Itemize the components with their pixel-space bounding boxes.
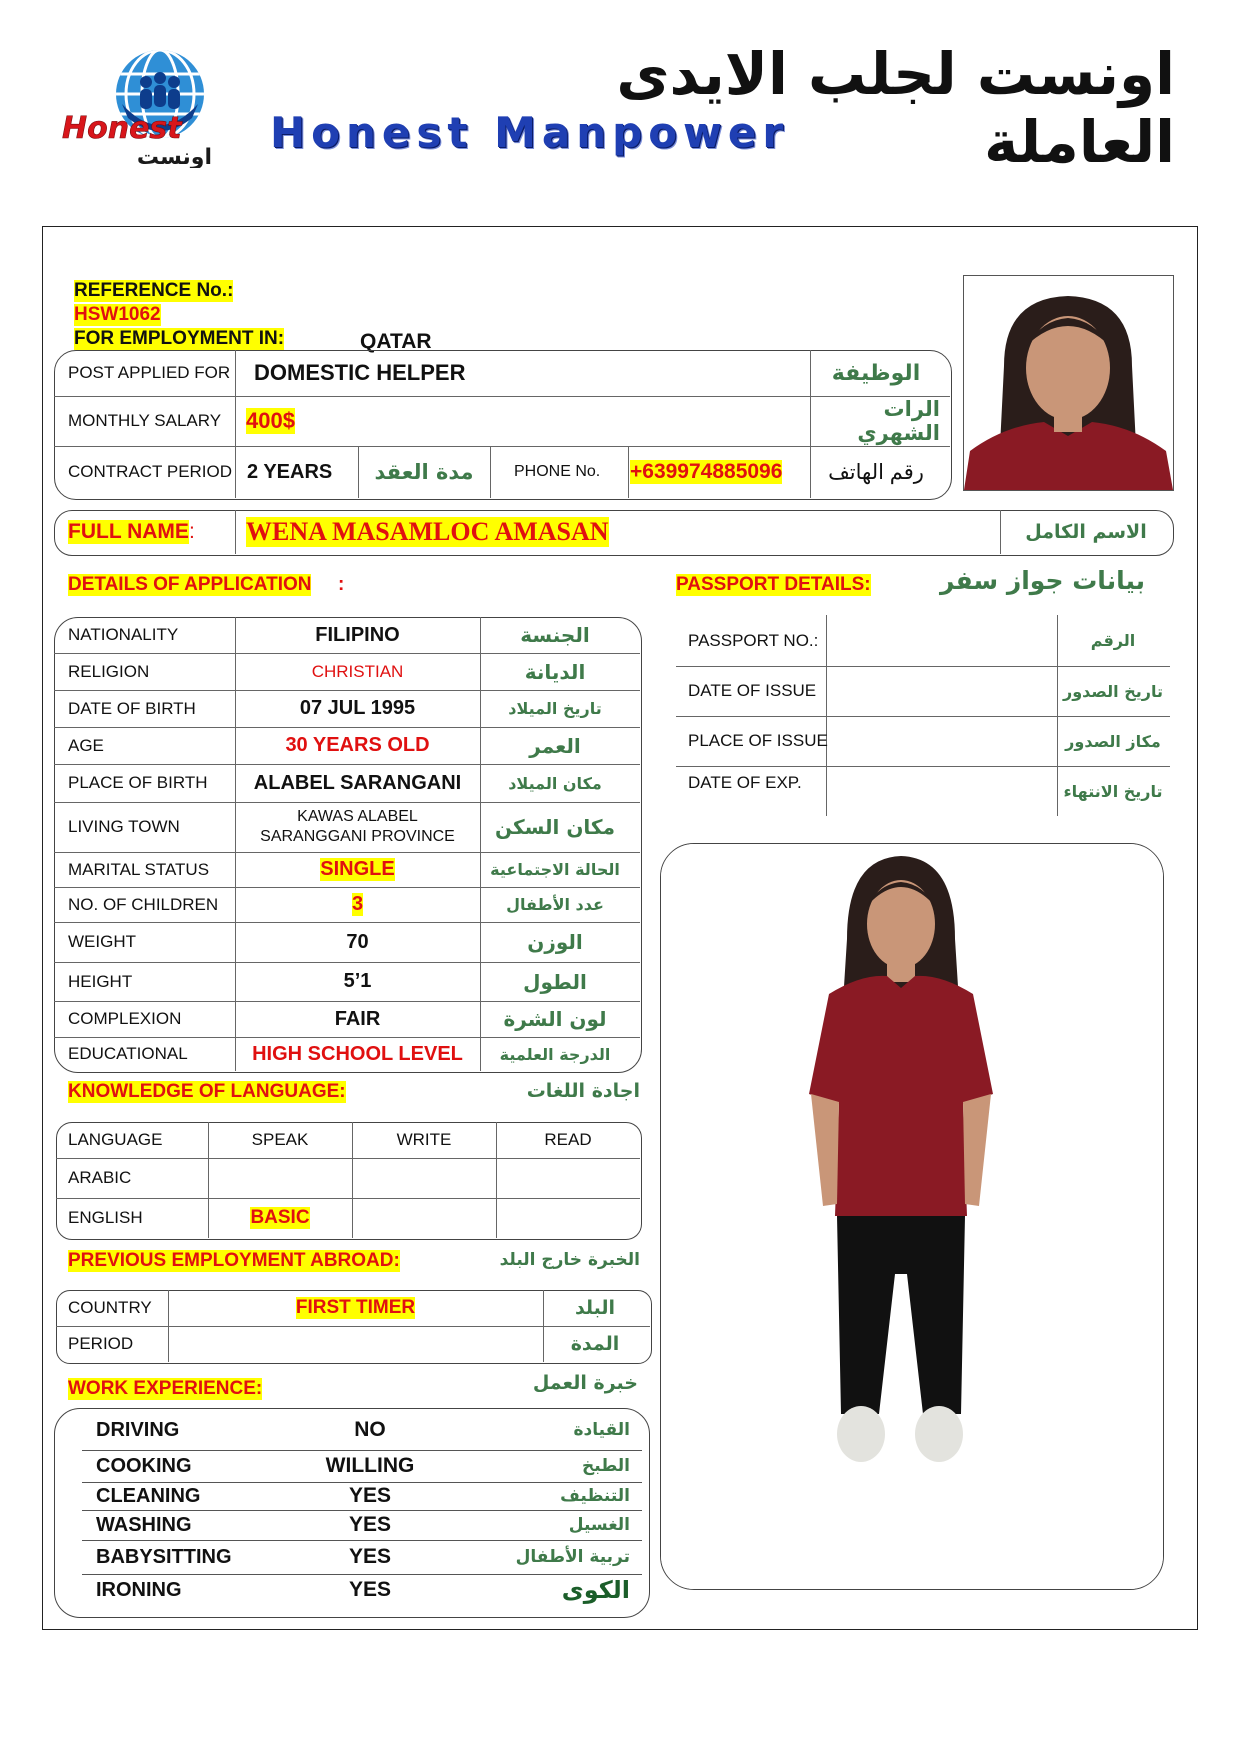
detail-arabic: الحالة الاجتماعية [490, 860, 620, 879]
passport-value [828, 716, 1056, 766]
language-speak-cell [208, 1198, 352, 1238]
detail-arabic: مكان السكن [495, 815, 615, 839]
full-name-label: FULL NAME [68, 520, 189, 543]
post-value: DOMESTIC HELPER [254, 360, 466, 385]
work-arabic: التنظيف [560, 1486, 630, 1506]
detail-label: COMPLEXION [68, 1009, 182, 1028]
work-value: WILLING [325, 1454, 415, 1477]
passport-value [828, 615, 1056, 666]
phone-label: PHONE No. [514, 463, 601, 480]
work-value: YES [348, 1545, 392, 1568]
detail-label: EDUCATIONAL [68, 1044, 188, 1063]
salary-arabic: الرات الشهري [857, 397, 940, 445]
post-arabic: الوظيفة [831, 360, 921, 386]
country-arabic: البلد [574, 1297, 616, 1319]
passport-heading-arabic: بيانات جواز سفر [940, 566, 1146, 595]
period-label: PERIOD [68, 1334, 134, 1353]
period-value [168, 1326, 543, 1362]
phone-value: +639974885096 [630, 460, 783, 483]
language-heading: KNOWLEDGE OF LANGUAGE: [68, 1081, 346, 1102]
employment-country: QATAR [360, 330, 432, 353]
detail-arabic: عدد الأطفال [506, 895, 604, 914]
salary-value: 400$ [246, 408, 295, 433]
work-heading: WORK EXPERIENCE: [68, 1378, 263, 1399]
detail-value-cell [235, 922, 480, 962]
language-header: READ [544, 1130, 592, 1149]
passport-label: DATE OF ISSUE [688, 681, 817, 700]
detail-arabic: الديانة [524, 659, 586, 684]
passport-arabic: مكاز الصدور [1065, 731, 1161, 751]
post-label: POST APPLIED FOR [68, 363, 231, 382]
detail-value: CHRISTIAN [311, 661, 404, 681]
detail-value: 5’1 [343, 970, 372, 992]
work-arabic: الطبخ [582, 1456, 630, 1476]
period-arabic: المدة [570, 1333, 620, 1355]
logo-text-en: Honest [62, 111, 182, 146]
detail-arabic: الدرجة العلمية [499, 1044, 611, 1064]
work-arabic: القيادة [573, 1420, 630, 1440]
work-skill: COOKING [96, 1454, 192, 1477]
company-title-english: Honest Manpower [270, 108, 790, 157]
passport-label: PLACE OF ISSUE [688, 731, 828, 750]
reference-label: REFERENCE No.: [74, 280, 234, 301]
application-heading-colon: : [338, 574, 345, 595]
passport-heading: PASSPORT DETAILS: [676, 574, 871, 595]
portrait-photo [963, 275, 1174, 491]
language-name: ENGLISH [68, 1208, 143, 1227]
country-label: COUNTRY [68, 1298, 152, 1317]
detail-label: WEIGHT [68, 932, 136, 951]
work-value: NO [354, 1418, 386, 1441]
work-skill: BABYSITTING [96, 1545, 232, 1568]
previous-heading: PREVIOUS EMPLOYMENT ABROAD: [68, 1250, 400, 1271]
detail-value-line2: SARANGGANI PROVINCE [260, 828, 455, 845]
contract-label: CONTRACT PERIOD [68, 462, 233, 481]
language-name: ARABIC [68, 1168, 132, 1187]
language-header: SPEAK [251, 1130, 309, 1149]
detail-value: SINGLE [320, 858, 395, 880]
detail-label: LIVING TOWN [68, 817, 180, 836]
full-name-value: WENA MASAMLOC AMASAN [246, 517, 609, 546]
passport-value [828, 766, 1056, 816]
detail-value: ALABEL SARANGANI [253, 771, 462, 794]
detail-value-cell [235, 727, 480, 764]
employment-label: FOR EMPLOYMENT IN: [74, 328, 285, 349]
detail-value: 07 JUL 1995 [299, 697, 416, 719]
detail-value: 30 YEARS OLD [285, 734, 430, 756]
detail-value-cell [235, 690, 480, 727]
full-name-arabic: الاسم الكامل [1025, 521, 1147, 543]
logo-text-ar: اونست [136, 145, 212, 168]
detail-arabic: الوزن [527, 930, 583, 954]
detail-value-cell [235, 1001, 480, 1037]
company-logo [62, 46, 244, 168]
detail-label: DATE OF BIRTH [68, 698, 196, 718]
passport-arabic: تاريخ الانتهاء [1063, 781, 1163, 801]
language-heading-arabic: اجادة اللغات [526, 1080, 640, 1102]
language-speak-value: BASIC [250, 1207, 310, 1228]
detail-value-cell [235, 1037, 480, 1071]
country-value: FIRST TIMER [295, 1297, 416, 1318]
detail-value-cell [235, 852, 480, 887]
detail-value-cell [235, 764, 480, 802]
language-write-cell [352, 1158, 496, 1198]
passport-arabic: الرقم [1090, 631, 1136, 650]
detail-label: NATIONALITY [68, 625, 179, 644]
detail-label: AGE [68, 735, 104, 755]
previous-heading-arabic: الخبرة خارج البلد [499, 1250, 640, 1270]
detail-label: MARITAL STATUS [68, 859, 210, 879]
language-write-cell [352, 1198, 496, 1238]
company-title-arabic: اونست لجلب الايدى العاملة [616, 40, 1175, 176]
work-arabic: تربية الأطفال [515, 1547, 630, 1567]
work-value: YES [348, 1578, 392, 1601]
work-heading-arabic: خبرة العمل [532, 1372, 638, 1394]
full-body-photo [660, 843, 1164, 1590]
work-skill: IRONING [96, 1578, 182, 1601]
language-header: WRITE [396, 1130, 452, 1149]
detail-value-cell [235, 962, 480, 1001]
detail-arabic: الجنسة [520, 623, 590, 647]
detail-value-cell [235, 887, 480, 922]
work-skill: WASHING [96, 1513, 192, 1536]
detail-arabic: مكان الميلاد [508, 773, 602, 793]
work-value: YES [348, 1513, 392, 1536]
contract-arabic: مدة العقد [374, 460, 474, 484]
detail-value-cell [235, 802, 480, 852]
work-skill: CLEANING [96, 1484, 201, 1507]
language-read-cell [496, 1198, 640, 1238]
work-arabic: الكوى [561, 1576, 630, 1604]
detail-arabic: تاريخ الميلاد [508, 699, 602, 718]
detail-arabic: لون الشرة [503, 1007, 607, 1031]
passport-value [828, 666, 1056, 716]
application-heading: DETAILS OF APPLICATION [68, 574, 312, 595]
language-header: LANGUAGE [68, 1130, 163, 1149]
detail-value: FILIPINO [315, 623, 400, 646]
full-name-colon: : [188, 520, 195, 543]
language-speak-cell [208, 1158, 352, 1198]
detail-value: 3 [351, 893, 364, 915]
detail-value: HIGH SCHOOL LEVEL [252, 1042, 463, 1065]
passport-label: PASSPORT NO.: [688, 630, 819, 650]
detail-label: NO. OF CHILDREN [68, 894, 219, 914]
passport-label: DATE OF EXP. [688, 773, 802, 792]
detail-label: HEIGHT [68, 971, 133, 991]
passport-arabic: تاريخ الصدور [1063, 681, 1163, 701]
detail-label: RELIGION [68, 661, 150, 681]
phone-arabic: رقم الهاتف [828, 460, 924, 484]
detail-value: KAWAS ALABEL [297, 808, 418, 825]
detail-arabic: العمر [529, 733, 581, 758]
detail-value: 70 [346, 930, 369, 953]
detail-value-cell [235, 653, 480, 690]
detail-arabic: الطول [523, 969, 587, 994]
detail-value: FAIR [334, 1007, 381, 1030]
salary-label: MONTHLY SALARY [68, 411, 222, 430]
work-skill: DRIVING [96, 1418, 180, 1441]
language-read-cell [496, 1158, 640, 1198]
reference-value: HSW1062 [74, 304, 161, 325]
detail-label: PLACE OF BIRTH [68, 773, 208, 792]
detail-value-cell [235, 617, 480, 653]
contract-value: 2 YEARS [247, 460, 333, 483]
work-arabic: الغسيل [568, 1515, 630, 1535]
work-value: YES [348, 1484, 392, 1507]
